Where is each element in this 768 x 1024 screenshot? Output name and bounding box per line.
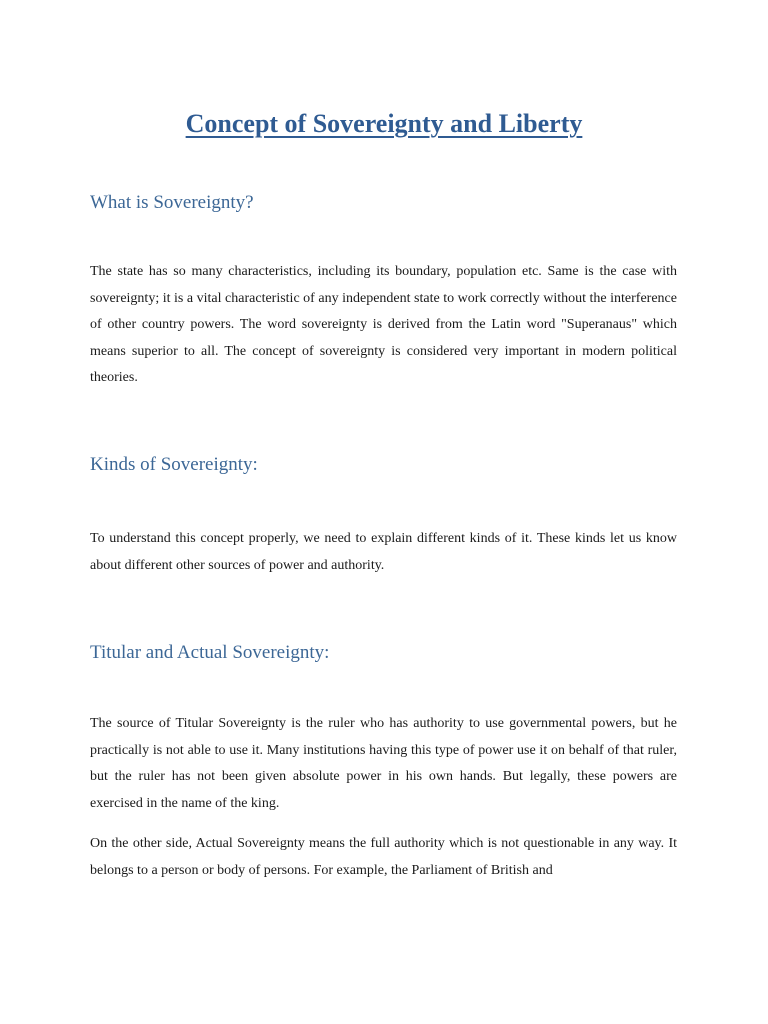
section-heading-what-is-sovereignty: What is Sovereignty? <box>90 192 254 213</box>
document-title <box>0 106 768 142</box>
section-paragraph: On the other side, Actual Sovereignty means the full authority which is not questionable in any way. It belongs to a person or body of persons. For example, the Parliament of British and <box>90 836 677 878</box>
section-paragraph: To understand this concept properly, we need to explain different kinds of it. These kinds let us know about different other sources of power and authority. <box>90 531 677 573</box>
section-heading-titular-and-actual-sovereignty: Titular and Actual Sovereignty: <box>90 642 330 663</box>
document-title-text: Concept of Sovereignty and Liberty <box>185 109 583 138</box>
section-paragraph: The state has so many characteristics, including its boundary, population etc. Same is the case with sovereignty; it is a vital characteristic of any independent state to work correctly without the interference of other country powers. The word sovereignty is derived from the Latin word "Superanaus" which means superior to all. The concept of sovereignty is considered very important in modern political theories. <box>90 264 677 385</box>
section-heading-kinds-of-sovereignty: Kinds of Sovereignty: <box>90 454 258 475</box>
section-paragraph: The source of Titular Sovereignty is the ruler who has authority to use governmental powers, but he practically is not able to use it. Many institutions having this type of power use it on behalf of that ruler, but the ruler has not been given absolute power in his own hands. But legally, these powers are exercised in the name of the king. <box>90 716 677 811</box>
